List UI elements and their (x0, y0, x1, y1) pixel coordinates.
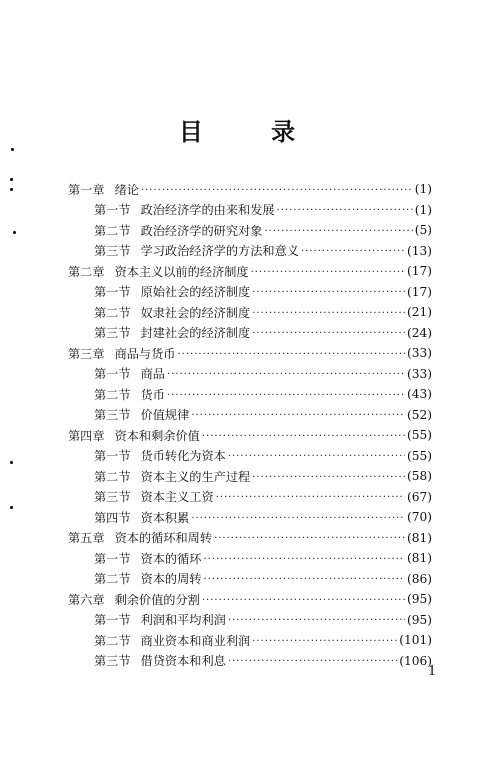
dot-leader (191, 513, 405, 524)
scan-speck (10, 188, 13, 191)
dot-leader (228, 451, 405, 462)
entry-title: 商业资本和商业利润 (140, 633, 251, 648)
toc-chapter-entry (68, 528, 432, 548)
entry-number: 第二节 (94, 572, 131, 586)
dot-leader (202, 595, 405, 606)
toc-section-entry (94, 651, 432, 671)
toc-section-entry (94, 241, 432, 261)
entry-title: 政治经济学的由来和发展 (140, 203, 275, 217)
dot-leader (228, 656, 397, 667)
entry-page: (81) (406, 551, 432, 565)
dot-leader (252, 308, 405, 319)
entry-title: 资本主义以前的经济制度 (114, 264, 249, 279)
entry-number: 第三节 (94, 244, 131, 258)
entry-page: (33) (406, 366, 432, 381)
entry-page: (67) (406, 489, 432, 504)
entry-page: (58) (406, 469, 432, 483)
toc-section-entry (94, 200, 432, 220)
entry-number: 第二节 (94, 387, 131, 402)
entry-number: 第二节 (94, 305, 131, 320)
entry-number: 第三节 (94, 490, 131, 504)
toc-section-entry (94, 405, 432, 425)
entry-number: 第二章 (68, 264, 105, 279)
entry-title: 封建社会的经济制度 (140, 326, 251, 340)
entry-page: (81) (406, 530, 432, 545)
dot-leader (167, 390, 405, 401)
dot-leader (252, 328, 405, 339)
page-title: 目 录 (178, 118, 326, 146)
entry-page: (33) (406, 346, 432, 360)
toc-chapter-entry (68, 261, 432, 281)
entry-page: (106) (399, 653, 432, 668)
toc-section-entry (94, 487, 432, 507)
entry-title: 资本积累 (140, 510, 190, 525)
toc-section-entry (94, 364, 432, 384)
entry-number: 第三节 (94, 654, 131, 668)
entry-title: 资本的循环和周转 (114, 531, 213, 545)
entry-page: (5) (414, 223, 432, 237)
entry-title: 学习政治经济学的方法和意义 (140, 244, 299, 258)
entry-number: 第一节 (94, 551, 131, 566)
toc-section-entry (94, 466, 432, 486)
entry-title: 商品 (140, 367, 165, 381)
entry-page: (95) (406, 592, 432, 606)
entry-number: 第二节 (94, 223, 131, 238)
toc-section-entry (94, 569, 432, 589)
toc-chapter-entry (68, 425, 432, 445)
toc-section-entry (94, 220, 432, 240)
dot-leader (264, 226, 412, 237)
entry-number: 第三章 (68, 346, 105, 361)
entry-number: 第四章 (68, 428, 105, 443)
dot-leader (204, 554, 405, 565)
dot-leader (301, 246, 405, 257)
entry-number: 第一节 (94, 613, 131, 627)
entry-title: 货币转化为资本 (140, 449, 226, 463)
dot-leader (228, 615, 405, 626)
dot-leader (178, 349, 405, 360)
entry-number: 第一节 (94, 449, 131, 463)
entry-page: (52) (406, 407, 432, 422)
scan-speck (13, 231, 16, 234)
entry-page: (24) (406, 325, 432, 340)
entry-number: 第一节 (94, 367, 131, 381)
entry-title: 原始社会的经济制度 (140, 285, 251, 299)
entry-title: 利润和平均利润 (140, 613, 226, 627)
entry-title: 政治经济学的研究对象 (140, 223, 263, 238)
toc-section-entry (94, 384, 432, 404)
dot-leader (216, 492, 405, 503)
entry-title: 资本的循环 (140, 551, 202, 566)
dot-leader (277, 205, 413, 216)
entry-number: 第一章 (68, 182, 105, 197)
entry-page: (95) (406, 612, 432, 627)
entry-number: 第一节 (94, 285, 131, 299)
entry-page: (1) (414, 182, 432, 196)
entry-page: (55) (406, 428, 432, 442)
entry-title: 资本主义工资 (140, 490, 214, 504)
toc-section-entry (94, 548, 432, 568)
entry-title: 资本的周转 (140, 572, 202, 586)
toc-section-entry (94, 323, 432, 343)
entry-title: 价值规律 (140, 408, 190, 422)
toc-chapter-entry (68, 343, 432, 363)
toc-chapter-entry (68, 179, 432, 199)
dot-leader (252, 636, 397, 647)
dot-leader (251, 267, 405, 278)
entry-title: 资本主义的生产过程 (140, 469, 251, 484)
dot-leader (202, 431, 405, 442)
toc-section-entry (94, 630, 432, 650)
dot-leader (204, 574, 405, 585)
scan-speck (10, 506, 13, 509)
entry-title: 货币 (140, 387, 165, 402)
scan-speck (10, 178, 13, 181)
entry-page: (1) (414, 202, 432, 217)
entry-number: 第二节 (94, 469, 131, 484)
scan-speck (10, 461, 13, 464)
entry-page: (21) (406, 305, 432, 319)
entry-title: 绪论 (114, 182, 139, 197)
dot-leader (214, 533, 405, 544)
toc-section-entry (94, 610, 432, 630)
entry-page: (86) (406, 571, 432, 586)
dot-leader (191, 410, 405, 421)
scan-speck (11, 148, 14, 151)
toc-section-entry (94, 507, 432, 527)
entry-title: 借贷资本和利息 (140, 654, 226, 668)
dot-leader (252, 287, 405, 298)
entry-page: (70) (406, 510, 432, 524)
entry-page: (55) (406, 448, 432, 463)
entry-page: (101) (399, 633, 432, 647)
entry-title: 资本和剩余价值 (114, 428, 200, 443)
toc-section-entry (94, 282, 432, 302)
entry-number: 第三节 (94, 408, 131, 422)
entry-page: (43) (406, 387, 432, 401)
page-number: 1 (428, 664, 437, 679)
entry-title: 奴隶社会的经济制度 (140, 305, 251, 320)
entry-number: 第一节 (94, 203, 131, 217)
dot-leader (167, 369, 405, 380)
entry-number: 第六章 (68, 592, 105, 607)
entry-title: 商品与货币 (114, 346, 176, 361)
entry-number: 第二节 (94, 633, 131, 648)
toc-section-entry (94, 302, 432, 322)
entry-number: 第四节 (94, 510, 131, 525)
dot-leader (252, 472, 405, 483)
entry-title: 剩余价值的分割 (114, 592, 200, 607)
entry-number: 第五章 (68, 531, 105, 545)
toc-chapter-entry (68, 589, 432, 609)
entry-number: 第三节 (94, 326, 131, 340)
dot-leader (141, 185, 413, 196)
entry-page: (13) (406, 243, 432, 258)
toc-section-entry (94, 446, 432, 466)
entry-page: (17) (406, 284, 432, 299)
entry-page: (17) (406, 264, 432, 278)
